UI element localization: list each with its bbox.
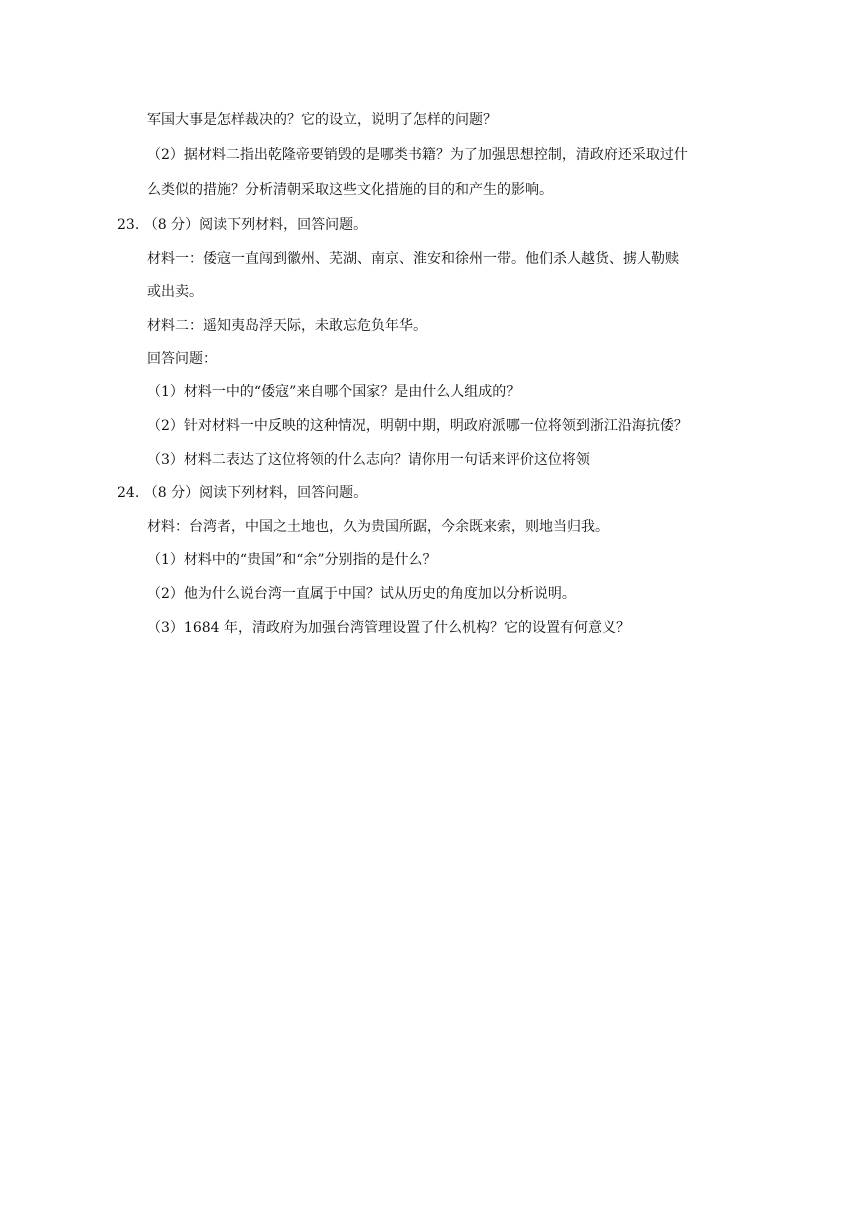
text-line: 军国大事是怎样裁决的？它的设立，说明了怎样的问题？ (147, 112, 497, 128)
text-line: 么类似的措施？分析清朝采取这些文化措施的目的和产生的影响。 (147, 182, 553, 198)
question-23-header (117, 215, 367, 235)
question-number: 23. (117, 217, 140, 233)
question-23-part-2: （2）针对材料一中反映的这种情况，明朝中期，明政府派哪一位将领到浙江沿海抗倭？ (147, 418, 688, 434)
question-24-part-1: （1）材料中的“贵国”和“余”分别指的是什么？ (147, 552, 437, 568)
question-24-part-2: （2）他为什么说台湾一直属于中国？试从历史的角度加以分析说明。 (147, 586, 576, 602)
material-two: 材料二：遥知夷岛浮天际，未敢忘危负年华。 (147, 318, 427, 334)
material-one: 材料一：倭寇一直闯到徽州、芜湖、南京、淮安和徐州一带。他们杀人越货、掳人勒赎 (147, 251, 679, 267)
question-number: 24. (117, 485, 140, 501)
answer-prompt: 回答问题： (147, 351, 217, 367)
question-instruction: （8 分）阅读下列材料，回答问题。 (143, 485, 368, 501)
question-23-part-1: （1）材料一中的“倭寇”来自哪个国家？是由什么人组成的？ (147, 384, 521, 400)
material: 材料：台湾者，中国之土地也，久为贵国所踞，今余既来索，则地当归我。 (147, 519, 609, 535)
question-instruction: （8 分）阅读下列材料，回答问题。 (143, 217, 368, 233)
question-24-part-3: （3）1684 年，清政府为加强台湾管理设置了什么机构？它的设置有何意义？ (147, 620, 630, 636)
question-22-part-2: （2）据材料二指出乾隆帝要销毁的是哪类书籍？为了加强思想控制，清政府还采取过什 (147, 147, 688, 163)
question-23-part-3: （3）材料二表达了这位将领的什么志向？请你用一句话来评价这位将领 (147, 452, 590, 468)
text-line: 或出卖。 (147, 284, 203, 300)
question-24-header (117, 483, 367, 503)
